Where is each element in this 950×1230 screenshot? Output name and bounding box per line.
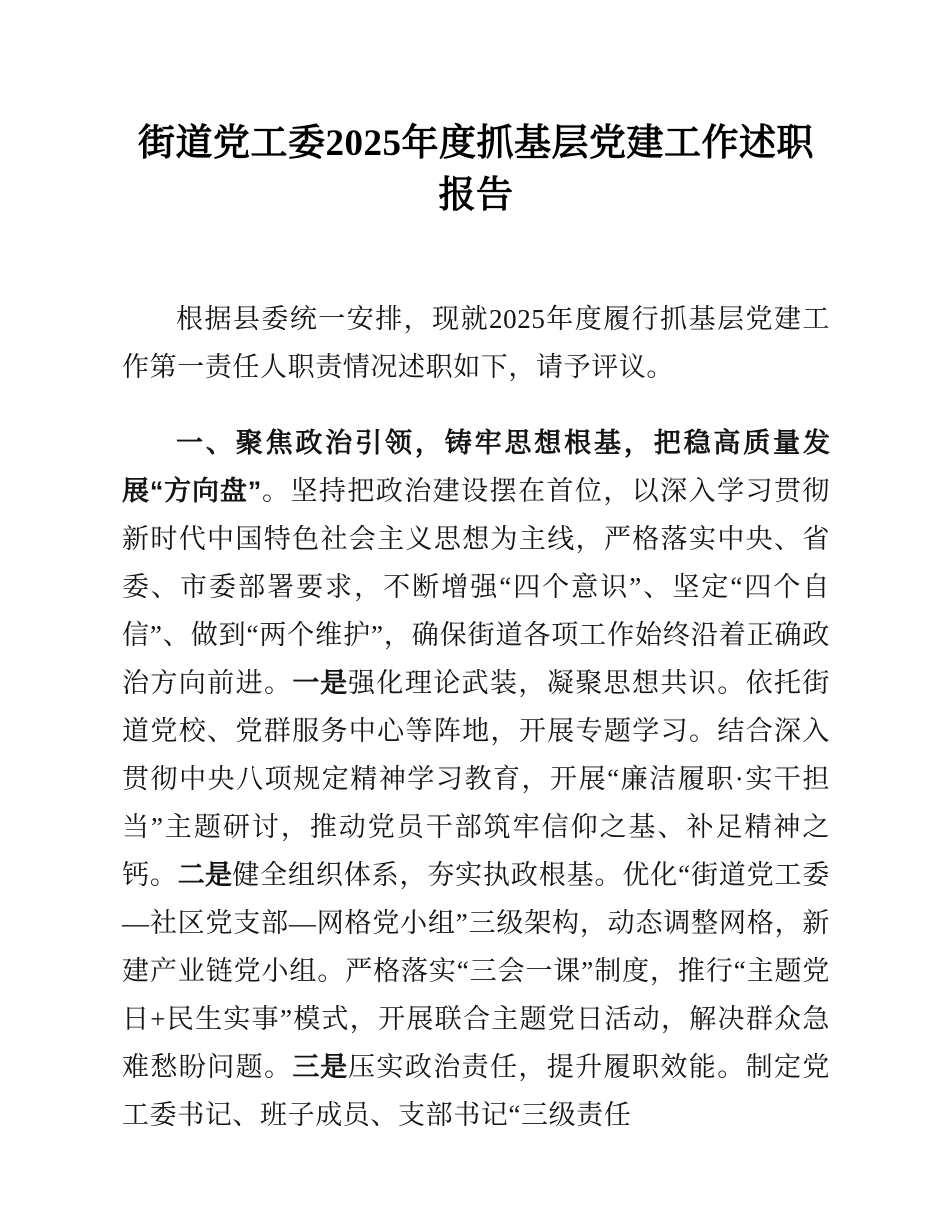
page-title: 街道党工委2025年度抓基层党建工作述职报告: [138, 123, 814, 216]
text-run: 根据县委统一安排，现就2025年度履行抓基层党建工作第一责任人职责情况述职如下，请予评议。: [122, 304, 830, 382]
emphasis-run: 一、聚焦政治引领，铸牢思想根基，把稳高质量发展“方向盘”: [122, 428, 830, 506]
paragraph-lead: [122, 295, 830, 391]
text-run: 强化理论武装，凝聚思想共识。依托街道党校、党群服务中心等阵地，开展专题学习。结合深入贯彻中央八项规定精神学习教育，开展“廉洁履职·实干担当”主题研讨，推动党员干部筑牢信仰之基、补足精神之钙。: [122, 668, 831, 890]
emphasis-run: 一是: [292, 668, 349, 698]
emphasis-run: 三是: [292, 1052, 349, 1082]
text-run: 健全组织体系，夯实执政根基。优化“街道党工委—社区党支部—网格党小组”三级架构，动态调整网格，新建产业链党小组。严格落实“三会一课”制度，推行“主题党日+民生实事”模式，开展联合主题党日活动，解决群众急难愁盼问题。: [122, 860, 831, 1082]
emphasis-run: 二是: [177, 860, 233, 890]
text-run: 。坚持把政治建设摆在首位，以深入学习贯彻新时代中国特色社会主义思想为主线，严格落实中央、省委、市委部署要求，不断增强“四个意识”、坚定“四个自信”、做到“两个维护”，确保街道各项工作始终沿着正确政治方向前进。: [122, 476, 831, 698]
paragraph-section-one: [122, 419, 830, 1139]
text-run: 压实政治责任，提升履职效能。制定党工委书记、班子成员、支部书记“三级责任: [122, 1052, 831, 1130]
document-body: [122, 0, 830, 1139]
